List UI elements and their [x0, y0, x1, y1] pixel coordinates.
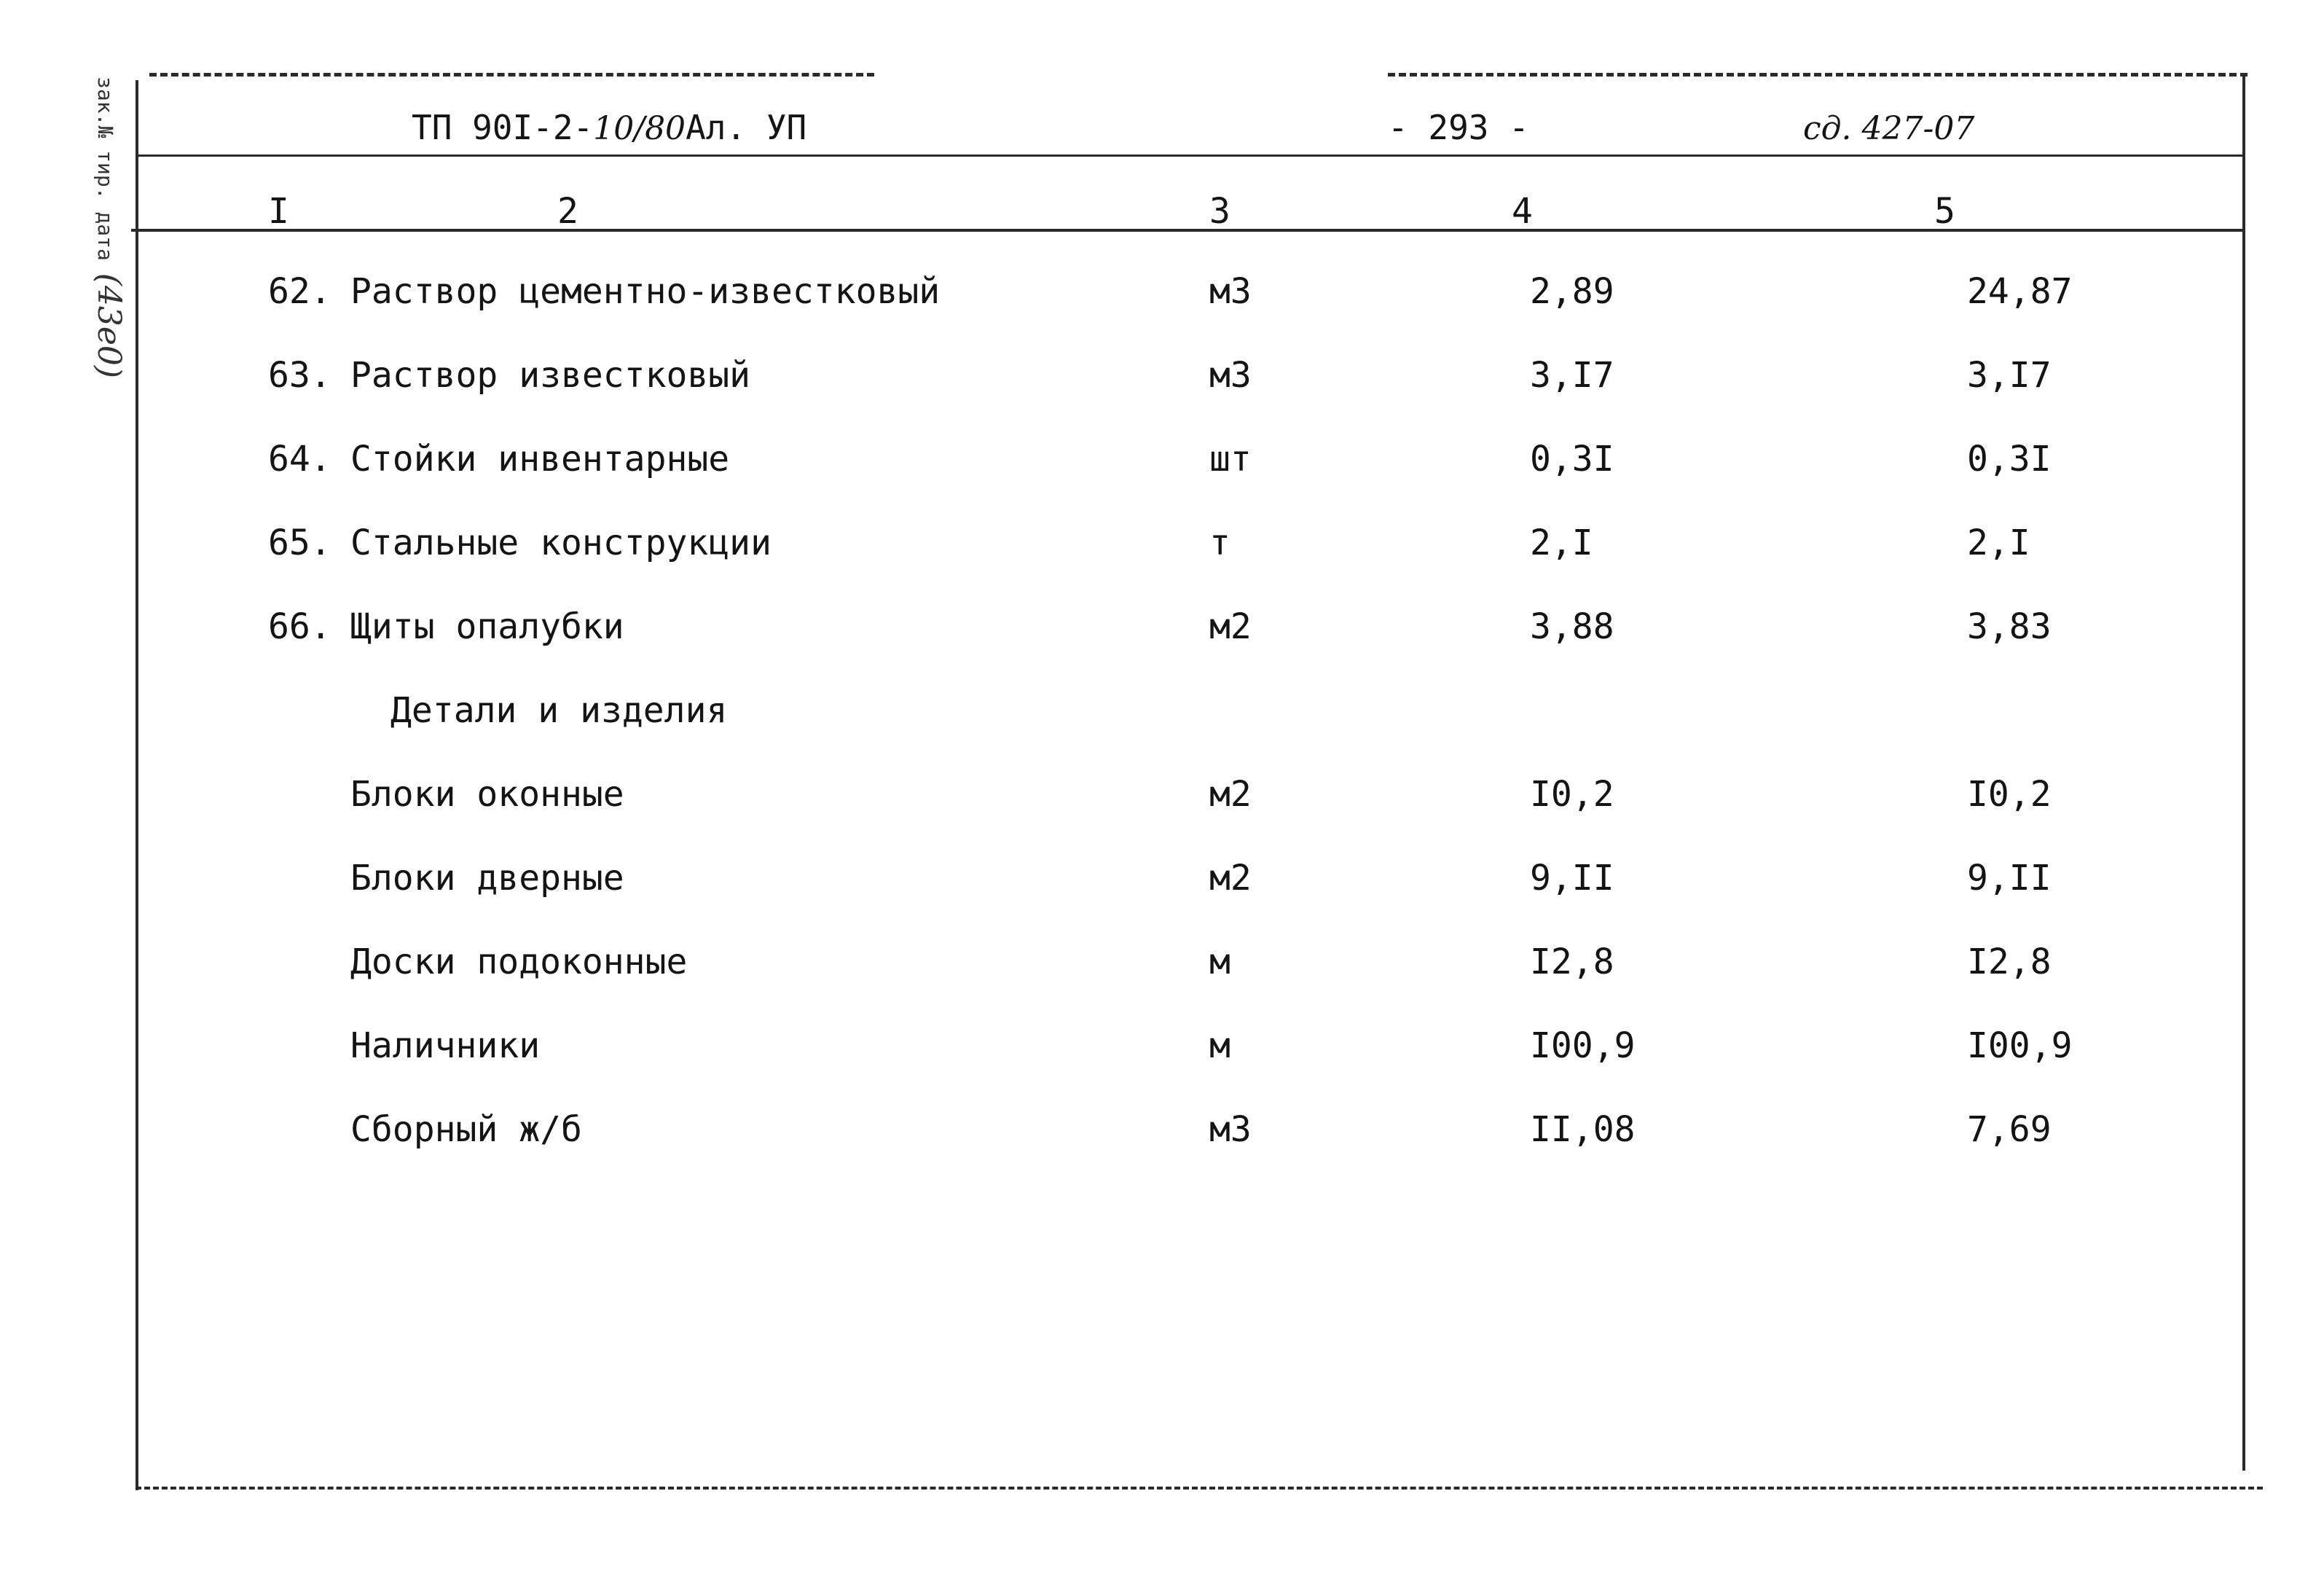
item-unit: м3: [1209, 1109, 1252, 1150]
table-row: [0, 271, 2324, 322]
item-col4-value: 2,89: [1530, 271, 1614, 312]
handwritten-reference-text: сд. 427-07: [1803, 110, 1975, 147]
page-number: - 293 -: [1388, 108, 1529, 147]
column-number-1: I: [268, 191, 289, 232]
item-col5-value: I0,2: [1967, 774, 2052, 815]
item-unit: м2: [1209, 606, 1252, 647]
item-number: 65.: [268, 522, 331, 563]
item-col4-value: 9,II: [1530, 858, 1614, 899]
item-col5-value: 2,I: [1967, 522, 2030, 563]
item-col5-value: 24,87: [1967, 271, 2073, 312]
item-col5-value: 7,69: [1967, 1109, 2052, 1150]
item-col5-value: I00,9: [1967, 1025, 2073, 1066]
item-number: 63.: [268, 355, 331, 396]
item-unit: м2: [1209, 858, 1252, 899]
item-name: Щиты опалубки: [350, 606, 624, 647]
item-unit: м2: [1209, 774, 1252, 815]
item-unit: т: [1209, 522, 1230, 563]
table-row: [0, 1109, 2324, 1160]
item-name: Блоки оконные: [350, 774, 624, 815]
item-col5-value: I2,8: [1967, 942, 2052, 982]
item-col4-value: 2,I: [1530, 522, 1593, 563]
column-number-5: 5: [1934, 191, 1955, 232]
frame-top-border-left: [149, 73, 874, 77]
item-unit: м3: [1209, 355, 1252, 396]
margin-note-typed: зак.№ тир. дата: [93, 77, 117, 261]
item-col4-value: I00,9: [1530, 1025, 1636, 1066]
item-name: Сборный ж/б: [350, 1109, 582, 1150]
item-unit: м: [1209, 942, 1230, 982]
table-row: [0, 774, 2324, 825]
table-row: [0, 858, 2324, 909]
table-row: [0, 355, 2324, 406]
table-row: [0, 1025, 2324, 1076]
column-number-3: 3: [1209, 191, 1230, 232]
table-row: [0, 522, 2324, 574]
item-number: 64.: [268, 439, 331, 480]
frame-bottom-border: [136, 1487, 2263, 1490]
item-name: Стальные конструкции: [350, 522, 772, 563]
item-name: Раствор известковый: [350, 355, 751, 396]
margin-note-handwritten: (43е0): [90, 273, 127, 379]
item-name: Доски подоконные: [350, 942, 688, 982]
table-row: [0, 439, 2324, 490]
item-name: Раствор цементно-известковый: [350, 271, 941, 312]
item-col5-value: 3,83: [1967, 606, 2052, 647]
column-number-2: 2: [557, 191, 578, 232]
item-col4-value: I2,8: [1530, 942, 1614, 982]
item-name: Наличники: [350, 1025, 541, 1066]
table-row: [0, 942, 2324, 993]
item-col5-value: 9,II: [1967, 858, 2052, 899]
section-heading: Детали и изделия: [390, 690, 728, 731]
document-code-handwritten: 10/80: [593, 110, 686, 147]
item-col4-value: II,08: [1530, 1109, 1636, 1150]
column-number-4: 4: [1512, 191, 1533, 232]
item-col4-value: 3,88: [1530, 606, 1614, 647]
item-col4-value: 0,3I: [1530, 439, 1614, 480]
item-number: 62.: [268, 271, 331, 312]
table-row: [0, 606, 2324, 657]
item-unit: м3: [1209, 271, 1252, 312]
document-code: [412, 108, 806, 147]
frame-top-border-right: [1388, 73, 2248, 77]
document-code-prefix: ТП 90I-2-: [412, 108, 594, 147]
item-col5-value: 0,3I: [1967, 439, 2052, 480]
item-col4-value: 3,I7: [1530, 355, 1614, 396]
handwritten-reference: [1803, 108, 1974, 147]
item-unit: шт: [1209, 439, 1252, 480]
header-rule: [138, 154, 2242, 157]
section-heading-row: [0, 690, 2324, 741]
item-col4-value: I0,2: [1530, 774, 1614, 815]
document-code-suffix: Ал. УП: [686, 108, 807, 147]
item-name: Стойки инвентарные: [350, 439, 730, 480]
item-name: Блоки дверные: [350, 858, 624, 899]
item-number: 66.: [268, 606, 331, 647]
item-unit: м: [1209, 1025, 1230, 1066]
column-number-rule: [131, 229, 2242, 232]
item-col5-value: 3,I7: [1967, 355, 2052, 396]
